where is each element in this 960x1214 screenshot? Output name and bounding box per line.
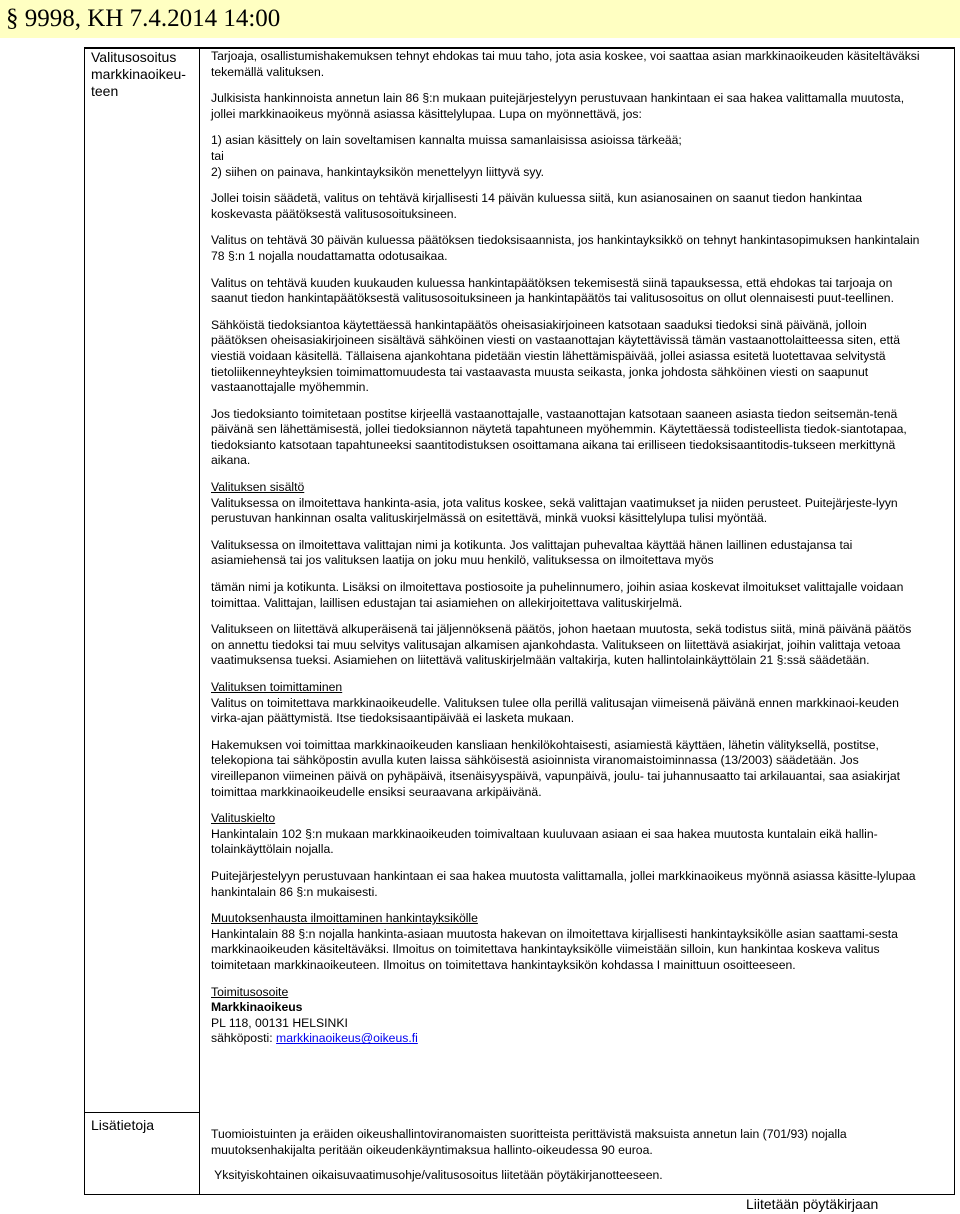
subheading-notification: Muutoksenhausta ilmoittaminen hankintayksikölle — [211, 911, 478, 926]
paragraph: Tuomioistuinten ja eräiden oikeushallintoviranomaisten suoritteista perittävistä maksuista annetun lain (701/93) nojalla muutoksenhakijalta peritään oikeudenkäyntimaksua hallinto-oikeudessa 90 euroa. — [211, 1127, 847, 1157]
paragraph: Valitus on tehtävä 30 päivän kuluessa päätöksen tiedoksisaannista, jos hankintayksikkö on tehnyt hankintasopimuksen hankintalain 78 §:n 1 nojalla noudattamatta odotusaikaa. — [211, 233, 920, 263]
email-link[interactable]: markkinaoikeus@oikeus.fi — [276, 1031, 418, 1046]
list-item: 1) asian käsittely on lain soveltamisen kannalta muissa samanlaisissa asioissa tärkeää; — [211, 133, 682, 148]
additional-info-content — [211, 1127, 923, 1194]
paragraph: Jos tiedoksianto toimitetaan postitse kirjeellä vastaanottajalle, vastaanottajan katsotaan saaneen asiasta tiedon seitsemän-tenä päivänä sen lähettämisestä, jollei tiedoksiannon näytetä tapahtuneen myöhemmin. Käytettäessä todisteellista tiedok-siantotapaa, tiedoksianto katsotaan tapahtuneeksi saantitodistuksen osoittamana aikana tai erilliseen tiedoksisaantitodis-tukseen merkittynä aikana. — [211, 406, 907, 468]
section-label-line: teen — [91, 83, 119, 99]
address-name: Markkinaoikeus — [211, 1000, 303, 1015]
email-label: sähköposti: — [211, 1031, 277, 1046]
footer-note: Liitetään pöytäkirjaan — [746, 1196, 879, 1212]
paragraph: Valituksessa on ilmoitettava hankinta-asia, jota valitus koskee, sekä valittajan vaatimukset ja niiden perusteet. Puitejärjeste-lyyn perustuvan hankinnan osalta valituskirjelmässä on esitettävä, minkä vuoksi käsittelylupa tulisi myöntää. — [211, 495, 898, 526]
row-divider — [84, 1112, 200, 1113]
section-label-appeal — [91, 49, 186, 100]
paragraph: Jollei toisin säädetä, valitus on tehtävä kirjallisesti 14 päivän kuluessa siitä, kun asianosainen on saanut tiedon hankintaa koskevasta päätöksestä valitusosoituksineen. — [211, 191, 863, 221]
address-street: PL 118, 00131 HELSINKI — [211, 1015, 348, 1030]
paragraph: Valitus on tehtävä kuuden kuukauden kuluessa hankintapäätöksen tekemisestä siinä tapauksessa, että ehdokas tai tarjoaja on saanut tiedon hankintapäätöksestä valitusosoituksineen ja hankintapäätös tai valitusosoitus on ollut olennaisesti puut-teellinen. — [211, 275, 894, 306]
paragraph: Hankintalain 88 §:n nojalla hankinta-asiaan muutosta hakevan on ilmoitettava kirjallisesti hankintayksikölle asian saattami-sesta markkinaoikeuden käsiteltäväksi. Ilmoitus on toimitettava hankintayksikölle viimeistään silloin, kun hankintaa koskeva valitus toimitetaan markkinaoikeuteen. Ilmoitus on toimitettava hankintayksikön kohdassa I mainittuun osoitteeseen. — [211, 926, 898, 972]
appeal-content — [211, 49, 923, 1047]
paragraph: Sähköistä tiedoksiantoa käytettäessä hankintapäätös oheisasiakirjoineen katsotaan saaduksi tiedoksi sinä päivänä, jolloin päätöksen oheisasiakirjoineen sisältävä sähköinen viesti on vastaanottajan käytettävissä tämän vastaanottolaitteessa siten, että viestiä voidaan käsitellä. Tällaisena ajankohtana pidetään viestin lähettämispäivää, jollei asiassa esitetä luotettavaa selvitystä tietoliikenneyhteyksien toimimattomuudesta tai vastaavasta muusta seikasta, jonka johdosta sähköinen viesti on saapunut vastaanottajalle myöhemmin. — [211, 317, 901, 395]
email-line — [211, 1031, 923, 1047]
subheading-content: Valituksen sisältö — [211, 480, 305, 495]
subheading-delivery: Valituksen toimittaminen — [211, 680, 343, 694]
column-divider — [199, 47, 200, 1195]
section-label-line: Valitusosoitus — [91, 49, 177, 65]
list-separator: tai — [211, 148, 224, 163]
section-label-line: markkinaoikeu- — [91, 66, 186, 82]
section-label-additional-info: Lisätietoja — [91, 1117, 155, 1133]
header-bar — [0, 0, 960, 38]
list-block — [211, 133, 923, 180]
subheading-address: Toimitusosoite — [211, 984, 289, 999]
paragraph: Valitukseen on liitettävä alkuperäisenä tai jäljennöksenä päätös, johon haetaan muutosta, sekä todistus siitä, minä päivänä päätös on annettu tiedoksi tai muu selvitys valitusajan alkamisen ajankohdasta. Valitukseen on liitettävä asiakirjat, joihin valittaja vetoaa vaatimuksensa tueksi. Asiamiehen on liitettävä valituskirjelmään valtakirja, kuten hallintolainkäyttölain 21 §:ssä säädetään. — [211, 622, 912, 668]
page-header-title: § 9998, KH 7.4.2014 14:00 — [6, 5, 281, 32]
paragraph: tämän nimi ja kotikunta. Lisäksi on ilmoitettava postiosoite ja puhelinnumero, joihin asiaa koskevat ilmoitukset valittajalle voidaan toimittaa. Valittajan, laillisen edustajan tai asiamiehen on allekirjoitettava valituskirjelmä. — [211, 580, 904, 610]
paragraph: Yksityiskohtainen oikaisuvaatimusohje/valitusosoitus liitetään pöytäkirjanotteeseen. — [211, 1168, 663, 1183]
paragraph: Valitus on toimitettava markkinaoikeudelle. Valituksen tulee olla perillä valitusajan viimeisenä päivänä ennen markkinaoi-keuden virka-ajan päättymistä. Itse tiedoksisaantipäivää ei lasketa mukaan. — [211, 695, 899, 726]
list-item: 2) siihen on painava, hankintayksikön menettelyyn liittyvä syy. — [211, 164, 545, 179]
paragraph: Tarjoaja, osallistumishakemuksen tehnyt ehdokas tai muu taho, jota asia koskee, voi saattaa asian markkinaoikeuden käsiteltäväksi tekemällä valituksen. — [211, 49, 920, 79]
paragraph: Hankintalain 102 §:n mukaan markkinaoikeuden toimivaltaan kuuluvaan asiaan ei saa hakea muutosta kuntalain eikä hallin-tolainkäyttölain nojalla. — [211, 826, 878, 857]
paragraph: Hakemuksen voi toimittaa markkinaoikeuden kansliaan henkilökohtaisesti, asiamiestä käyttäen, lähetin välityksellä, postitse, telekopiona tai sähköpostin avulla kuten laissa sähköisestä asioinnista viranomaistoiminnassa (13/2003) säädetään. Jos vireillepanon viimeinen päivä on pyhäpäivä, itsenäisyyspäivä, vapunpäivä, joulu- tai juhannusaatto tai arkilauantai, saa asiakirjat toimittaa markkinaoikeudelle ensiksi seuraavana arkipäivänä. — [211, 737, 901, 799]
subheading-prohibition: Valituskielto — [211, 811, 276, 826]
paragraph: Valituksessa on ilmoitettava valittajan nimi ja kotikunta. Jos valittajan puhevaltaa käyttää hänen laillinen edustajansa tai asiamiehensä tai jos valituksen laatija on joku muu henkilö, valituksessa on ilmoitettava myös — [211, 537, 853, 568]
paragraph: Julkisista hankinnoista annetun lain 86 §:n mukaan puitejärjestelyyn perustuvaan hankintaan ei saa hakea valittamalla muutosta, jollei markkinaoikeus myönnä asiassa käsittelylupaa. Lupa on myönnettävä, jos: — [211, 91, 905, 121]
paragraph: Puitejärjestelyyn perustuvaan hankintaan ei saa hakea muutosta valittamalla, jollei markkinaoikeus myönnä asiassa käsitte-lylupaa hankintalain 86 §:n mukaisesti. — [211, 868, 916, 899]
